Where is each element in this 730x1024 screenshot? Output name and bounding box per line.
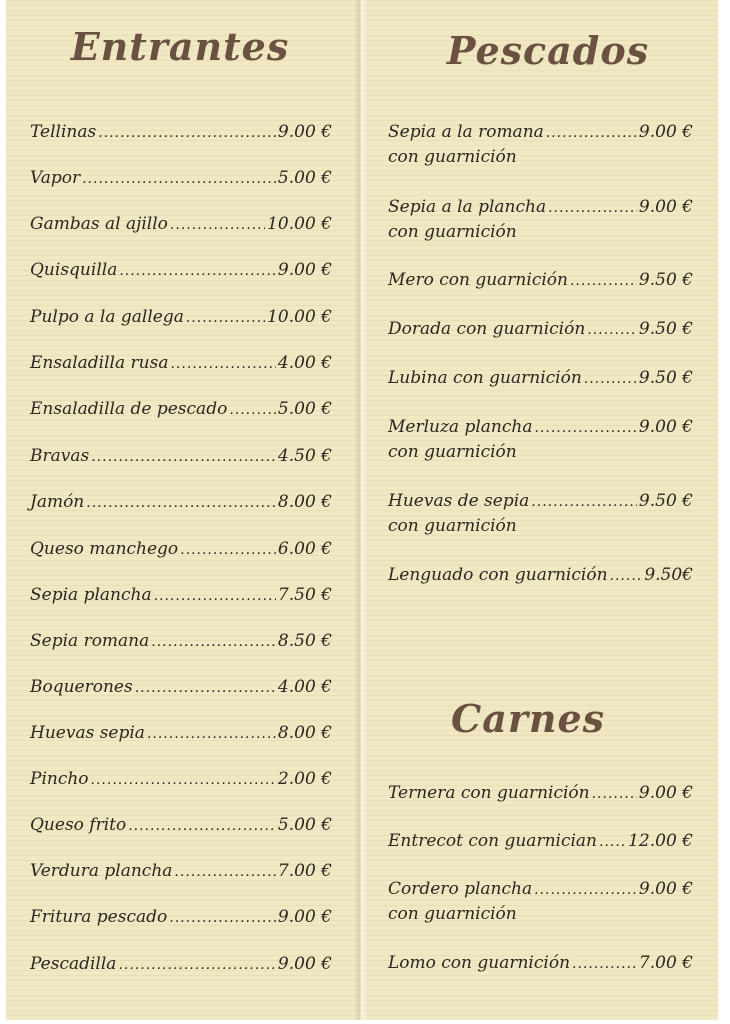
dot-leader [98, 121, 276, 145]
item-price: 9.50 € [638, 368, 693, 388]
item-name: Fritura pescado [30, 907, 168, 927]
dot-leader [548, 196, 637, 220]
item-name: Dorada con guarnición [388, 319, 586, 339]
item-subtext: con guarnición [388, 904, 517, 924]
item-price: 5.00 € [277, 815, 332, 835]
dot-leader [135, 676, 276, 700]
item-name: Jamón [30, 492, 85, 512]
dot-leader [91, 768, 276, 792]
menu-item [30, 120, 332, 145]
dot-leader [584, 367, 637, 391]
item-name: Entrecot con guarnician [388, 831, 597, 851]
dot-leader [128, 814, 276, 838]
item-price: 8.00 € [277, 492, 332, 512]
dot-leader [174, 860, 276, 884]
item-name: Quisquilla [30, 260, 118, 280]
item-subtext: con guarnición [388, 442, 517, 462]
item-name: Pescadilla [30, 954, 117, 974]
item-name: Huevas sepia [30, 723, 145, 743]
item-price: 9.50 € [638, 491, 693, 511]
dot-leader [572, 952, 637, 976]
item-name: Queso frito [30, 815, 127, 835]
dot-leader [119, 259, 276, 283]
dot-leader [592, 782, 637, 806]
item-price: 9.00 € [638, 417, 693, 437]
menu-item [388, 317, 693, 342]
item-name: Sepia plancha [30, 585, 152, 605]
item-name: Queso manchego [30, 539, 179, 559]
item-name: Sepia a la plancha [388, 197, 547, 217]
item-name: Sepia a la romana [388, 122, 544, 142]
item-price: 9.50 € [638, 319, 693, 339]
dot-leader [599, 830, 626, 854]
menu-item [30, 212, 332, 237]
entrantes-title: Entrantes [70, 24, 290, 69]
dot-leader [82, 167, 276, 191]
menu-item [30, 767, 332, 792]
menu-item [30, 305, 332, 330]
item-name: Merluza plancha [388, 417, 533, 437]
item-price: 12.00 € [628, 831, 693, 851]
item-name: Sepia romana [30, 631, 150, 651]
item-price: 9.50€ [644, 565, 693, 585]
item-name: Lenguado con guarnición [388, 565, 608, 585]
dot-leader [118, 953, 275, 977]
item-name: Mero con guarnición [388, 270, 568, 290]
menu-item [388, 951, 693, 976]
menu-item [30, 351, 332, 376]
menu-item [30, 629, 332, 654]
item-price: 8.00 € [277, 723, 332, 743]
dot-leader [610, 564, 643, 588]
dot-leader [91, 445, 276, 469]
dot-leader [186, 306, 265, 330]
item-price: 8.50 € [277, 631, 332, 651]
item-name: Lubina con guarnición [388, 368, 582, 388]
item-price: 7.00 € [277, 861, 332, 881]
item-name: Ensaladilla de pescado [30, 399, 228, 419]
menu-item [388, 563, 693, 588]
item-price: 10.00 € [267, 214, 332, 234]
item-name: Pincho [30, 769, 89, 789]
item-price: 4.00 € [277, 677, 332, 697]
menu-item [30, 258, 332, 283]
menu-item [388, 877, 693, 926]
scan-edge-right [718, 0, 730, 1024]
item-name: Ensaladilla rusa [30, 353, 169, 373]
item-price: 9.00 € [277, 260, 332, 280]
dot-leader [229, 398, 276, 422]
scan-edge-left [0, 0, 6, 1024]
dot-leader [86, 491, 276, 515]
dot-leader [534, 416, 636, 440]
dot-leader [147, 722, 276, 746]
menu-item [30, 859, 332, 884]
menu-item [30, 490, 332, 515]
menu-item [388, 415, 693, 464]
dot-leader [531, 490, 637, 514]
dot-leader [170, 213, 265, 237]
item-subtext: con guarnición [388, 147, 517, 167]
menu-item [388, 781, 693, 806]
menu-item [30, 675, 332, 700]
item-price: 4.50 € [277, 446, 332, 466]
item-subtext: con guarnición [388, 516, 517, 536]
menu-item [30, 444, 332, 469]
menu-item [30, 397, 332, 422]
dot-leader [154, 584, 276, 608]
menu-item [30, 166, 332, 191]
dot-leader [169, 906, 276, 930]
item-name: Verdura plancha [30, 861, 173, 881]
menu-item [388, 195, 693, 244]
dot-leader [546, 121, 637, 145]
pescados-title: Pescados [446, 28, 650, 73]
item-subtext: con guarnición [388, 222, 517, 242]
item-price: 9.00 € [638, 122, 693, 142]
item-price: 9.00 € [277, 907, 332, 927]
dot-leader [534, 878, 637, 902]
item-price: 9.00 € [277, 954, 332, 974]
scan-edge-bottom [0, 1020, 730, 1024]
menu-item [30, 952, 332, 977]
item-price: 4.00 € [277, 353, 332, 373]
carnes-title: Carnes [450, 696, 606, 741]
item-name: Gambas al ajillo [30, 214, 168, 234]
menu-item [30, 583, 332, 608]
item-name: Ternera con guarnición [388, 783, 590, 803]
item-name: Cordero plancha [388, 879, 533, 899]
item-name: Huevas de sepia [388, 491, 530, 511]
menu-item [30, 537, 332, 562]
dot-leader [170, 352, 275, 376]
item-price: 9.00 € [277, 122, 332, 142]
item-price: 9.00 € [638, 879, 693, 899]
item-price: 9.50 € [638, 270, 693, 290]
item-price: 7.50 € [277, 585, 332, 605]
item-name: Tellinas [30, 122, 97, 142]
menu-item [388, 120, 693, 169]
dot-leader [151, 630, 276, 654]
menu-item [388, 829, 693, 854]
item-name: Pulpo a la gallega [30, 307, 184, 327]
item-price: 5.00 € [277, 168, 332, 188]
dot-leader [570, 269, 637, 293]
item-price: 6.00 € [277, 539, 332, 559]
item-price: 10.00 € [267, 307, 332, 327]
menu-item [30, 813, 332, 838]
page-fold [354, 0, 368, 1024]
item-price: 7.00 € [638, 953, 693, 973]
item-price: 9.00 € [638, 783, 693, 803]
menu-item [388, 366, 693, 391]
menu-item [30, 905, 332, 930]
menu-item [30, 721, 332, 746]
menu-item [388, 489, 693, 538]
dot-leader [180, 538, 276, 562]
item-name: Lomo con guarnición [388, 953, 571, 973]
item-price: 9.00 € [638, 197, 693, 217]
item-price: 5.00 € [277, 399, 332, 419]
dot-leader [587, 318, 637, 342]
item-name: Vapor [30, 168, 81, 188]
item-name: Boquerones [30, 677, 133, 697]
menu-item [388, 268, 693, 293]
item-name: Bravas [30, 446, 90, 466]
item-price: 2.00 € [277, 769, 332, 789]
